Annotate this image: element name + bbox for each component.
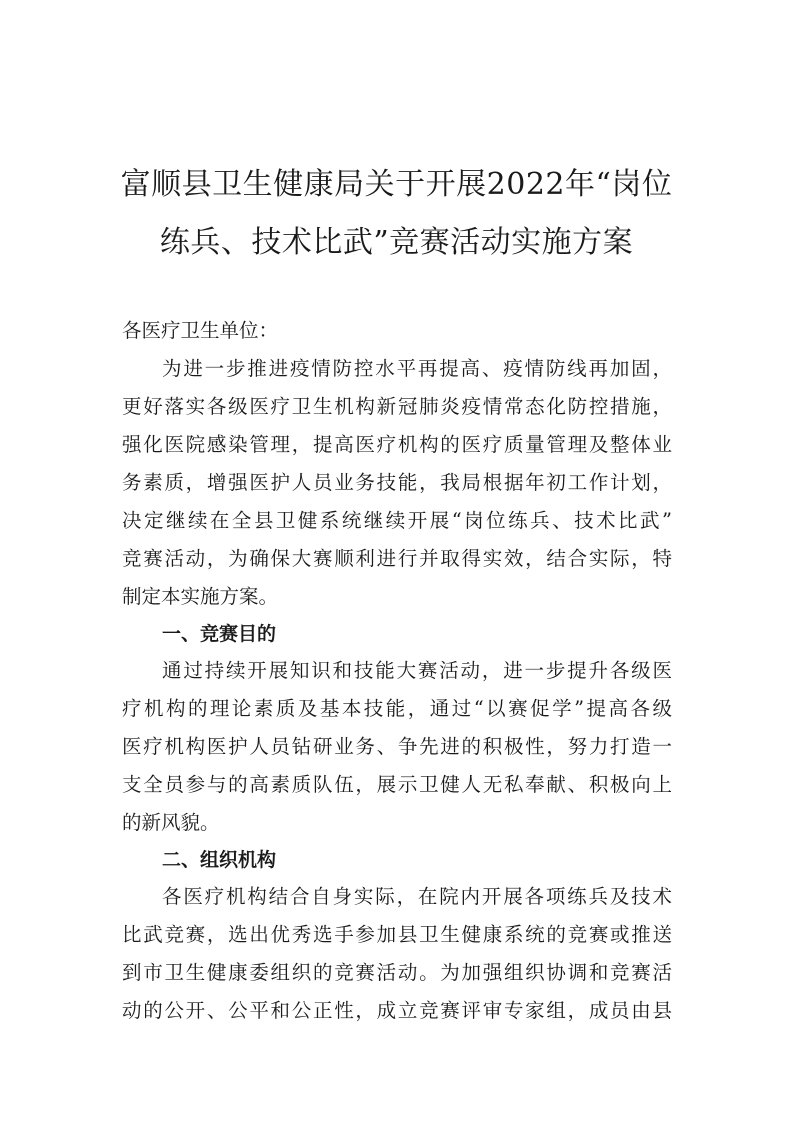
intro-line: 强化医院感染管理，提高医疗机构的医疗质量管理及整体业 [122,433,672,456]
intro-line: 决定继续在全县卫健系统继续开展“岗位练兵、技术比武” [122,509,672,532]
section1-line: 支全员参与的高素质队伍，展示卫健人无私奉献、积极向上 [122,773,672,796]
section1-line: 的新风貌。 [122,811,220,834]
section2-line: 到市卫生健康委组织的竞赛活动。为加强组织协调和竞赛活 [122,961,672,984]
section1-line: 疗机构的理论素质及基本技能，通过“以赛促学”提高各级 [122,697,672,720]
section1-line: 通过持续开展知识和技能大赛活动，进一步提升各级医 [162,659,672,682]
document-title-line-1: 富顺县卫生健康局关于开展2022年“岗位 [120,167,673,202]
section2-line: 比武竞赛，选出优秀选手参加县卫生健康系统的竞赛或推送 [122,923,672,946]
intro-line: 更好落实各级医疗卫生机构新冠肺炎疫情常态化防控措施， [122,395,672,418]
intro-line: 竞赛活动，为确保大赛顺利进行并取得实效，结合实际，特 [122,547,672,570]
intro-line: 务素质，增强医护人员业务技能，我局根据年初工作计划， [122,471,672,494]
section2-line: 动的公开、公平和公正性，成立竞赛评审专家组，成员由县 [122,999,672,1022]
section2-line: 各医疗机构结合自身实际，在院内开展各项练兵及技术 [162,885,672,908]
intro-line: 制定本实施方案。 [122,585,279,608]
section1-line: 医疗机构医护人员钻研业务、争先进的积极性，努力打造一 [122,735,672,758]
section-heading-organization: 二、组织机构 [162,849,277,871]
salutation: 各医疗卫生单位： [122,319,279,342]
document-title-line-2: 练兵、技术比武”竞赛活动实施方案 [159,225,634,260]
intro-line: 为进一步推进疫情防控水平再提高、疫情防线再加固， [162,357,672,380]
section-heading-purpose: 一、竞赛目的 [162,623,277,645]
